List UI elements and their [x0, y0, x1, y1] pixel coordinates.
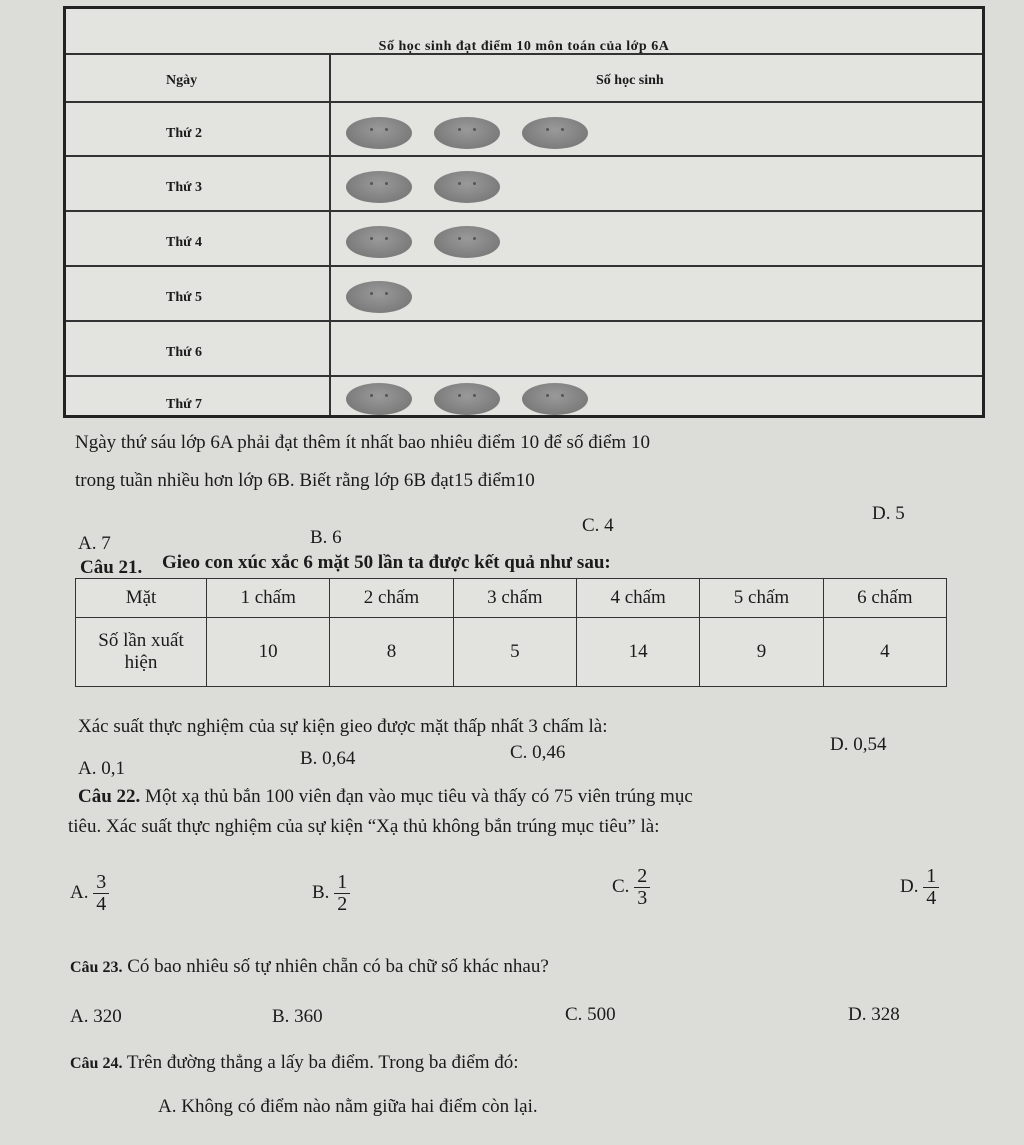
student-icon [522, 383, 588, 415]
q23-option-d: D. 328 [848, 1004, 900, 1025]
fraction [93, 872, 109, 915]
column-header-count: Số học sinh [596, 73, 664, 88]
column-header-day: Ngày [166, 73, 198, 88]
student-icon [346, 117, 412, 149]
q23-stem: Có bao nhiêu số tự nhiên chẵn có ba chữ số khác nhau? [127, 956, 549, 977]
table-cell: 2 chấm [330, 579, 453, 618]
table-cell: 3 chấm [453, 579, 576, 618]
q20-option-b: B. 6 [310, 527, 342, 548]
q21-option-c: C. 0,46 [510, 742, 566, 763]
numerator: 2 [634, 866, 650, 888]
table-cell: 8 [330, 618, 453, 687]
q22-option-d [900, 866, 939, 909]
divider [66, 210, 982, 212]
denominator: 2 [337, 893, 348, 915]
icon-row [346, 383, 588, 415]
student-icon [434, 226, 500, 258]
q22-option-b [312, 872, 350, 915]
student-icon [434, 117, 500, 149]
row-day: Thứ 3 [166, 180, 203, 195]
student-icon [434, 383, 500, 415]
q21-stem: Gieo con xúc xắc 6 mặt 50 lần ta được kết quả như sau: [162, 552, 611, 573]
divider [66, 101, 982, 103]
q20-option-c: C. 4 [582, 515, 614, 536]
option-label: B. [312, 881, 330, 903]
pictograph-table [63, 6, 985, 418]
row-day: Thứ 5 [166, 290, 203, 305]
row-day: Thứ 7 [166, 397, 203, 412]
option-label: A. [70, 881, 89, 903]
table-header-row [76, 579, 947, 618]
student-icon [346, 281, 412, 313]
table-cell: 5 [453, 618, 576, 687]
denominator: 4 [926, 887, 937, 909]
q22-label: Câu 22. [78, 786, 141, 807]
table-cell: Mặt [76, 579, 207, 618]
column-divider [329, 53, 331, 415]
q20-option-d: D. 5 [872, 503, 905, 524]
row-day: Thứ 6 [166, 345, 203, 360]
q24-option-a: A. Không có điểm nào nằm giữa hai điểm còn lại. [158, 1096, 538, 1117]
q20-line1: Ngày thứ sáu lớp 6A phải đạt thêm ít nhất bao nhiêu điểm 10 để số điểm 10 [75, 432, 650, 453]
icon-row [346, 117, 588, 149]
student-icon [434, 171, 500, 203]
icon-row [346, 171, 500, 203]
q23-label: Câu 23. [70, 959, 123, 976]
student-icon [522, 117, 588, 149]
denominator: 4 [96, 893, 107, 915]
fraction [634, 866, 650, 909]
q22-option-c [612, 866, 650, 909]
fraction [923, 866, 939, 909]
q21-option-d: D. 0,54 [830, 734, 887, 755]
row-day: Thứ 4 [166, 235, 203, 250]
dice-results-table [75, 578, 947, 687]
q21-option-b: B. 0,64 [300, 748, 356, 769]
divider [66, 265, 982, 267]
option-label: C. [612, 875, 630, 897]
numerator: 1 [334, 872, 350, 894]
icon-row [346, 281, 412, 313]
q23-option-b: B. 360 [272, 1006, 323, 1027]
q22-line1: Một xạ thủ bắn 100 viên đạn vào mục tiêu và thấy có 75 viên trúng mục [145, 786, 693, 807]
table-cell: 9 [700, 618, 823, 687]
table-cell: 4 chấm [576, 579, 699, 618]
q22-option-a [70, 872, 109, 915]
divider [66, 53, 982, 55]
table-cell: 4 [823, 618, 946, 687]
q22-line2: tiêu. Xác suất thực nghiệm của sự kiện “Xạ thủ không bắn trúng mục tiêu” là: [68, 816, 660, 837]
option-label: D. [900, 875, 919, 897]
student-icon [346, 383, 412, 415]
q20-line2: trong tuần nhiều hơn lớp 6B. Biết rằng lớp 6B đạt15 điểm10 [75, 470, 535, 491]
table-cell: 5 chấm [700, 579, 823, 618]
numerator: 3 [93, 872, 109, 894]
q24-label: Câu 24. [70, 1055, 123, 1072]
fraction [334, 872, 350, 915]
icon-row [346, 226, 500, 258]
denominator: 3 [637, 887, 648, 909]
q21-label: Câu 21. [80, 557, 143, 578]
table-row [76, 618, 947, 687]
numerator: 1 [923, 866, 939, 888]
divider [66, 375, 982, 377]
table-cell: 6 chấm [823, 579, 946, 618]
divider [66, 155, 982, 157]
table-row-label: Số lần xuất hiện [76, 618, 207, 687]
q23-option-a: A. 320 [70, 1006, 122, 1027]
divider [66, 320, 982, 322]
pictograph-title: Số học sinh đạt điểm 10 môn toán của lớp 6A [378, 39, 670, 54]
q23-option-c: C. 500 [565, 1004, 616, 1025]
student-icon [346, 226, 412, 258]
q24-stem: Trên đường thẳng a lấy ba điểm. Trong ba điểm đó: [126, 1052, 519, 1073]
table-cell: 1 chấm [207, 579, 330, 618]
table-cell: 10 [207, 618, 330, 687]
q21-option-a: A. 0,1 [78, 758, 125, 779]
table-cell: 14 [576, 618, 699, 687]
student-icon [346, 171, 412, 203]
q21-question: Xác suất thực nghiệm của sự kiện gieo được mặt thấp nhất 3 chấm là: [78, 716, 608, 737]
q20-option-a: A. 7 [78, 533, 111, 554]
row-day: Thứ 2 [166, 126, 203, 141]
